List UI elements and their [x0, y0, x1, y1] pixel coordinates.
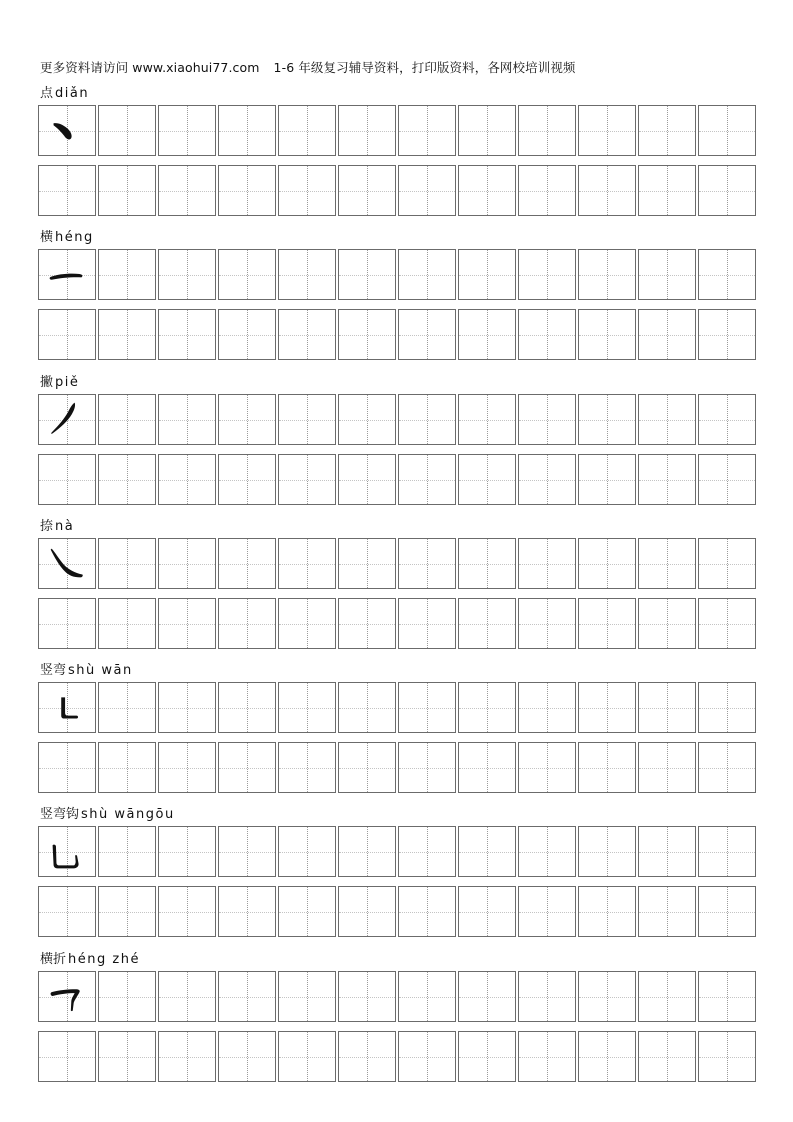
stroke-name-pinyin: shù wān	[68, 663, 133, 678]
writing-cell[interactable]	[278, 826, 336, 877]
stroke-name-hanzi: 横折	[40, 952, 67, 967]
writing-cell[interactable]	[578, 454, 636, 505]
writing-cell[interactable]	[338, 682, 396, 733]
writing-cell[interactable]	[638, 742, 696, 793]
writing-cell[interactable]	[698, 454, 756, 505]
writing-cell[interactable]	[638, 454, 696, 505]
stroke-name-hanzi: 竖弯钩	[40, 807, 80, 822]
writing-cell[interactable]	[218, 454, 276, 505]
writing-cell[interactable]	[458, 682, 516, 733]
writing-cell[interactable]	[638, 1031, 696, 1082]
stroke-name-pinyin: héng zhé	[68, 952, 140, 967]
writing-cell[interactable]	[458, 249, 516, 300]
writing-cell[interactable]	[38, 971, 96, 1022]
writing-cell[interactable]	[398, 394, 456, 445]
writing-cell[interactable]	[398, 249, 456, 300]
example-row	[38, 538, 756, 589]
writing-cell[interactable]	[518, 165, 576, 216]
writing-cell[interactable]	[458, 105, 516, 156]
writing-cell[interactable]	[518, 598, 576, 649]
writing-cell[interactable]	[338, 538, 396, 589]
writing-cell[interactable]	[398, 538, 456, 589]
writing-cell[interactable]	[698, 971, 756, 1022]
left-falling-stroke-icon	[39, 395, 95, 444]
writing-cell[interactable]	[38, 249, 96, 300]
writing-cell[interactable]	[698, 165, 756, 216]
writing-cell[interactable]	[518, 742, 576, 793]
writing-cell[interactable]	[158, 454, 216, 505]
writing-cell[interactable]	[158, 1031, 216, 1082]
writing-cell[interactable]	[398, 454, 456, 505]
writing-cell[interactable]	[398, 1031, 456, 1082]
horizontal-turn-stroke-icon	[39, 972, 95, 1021]
practice-row	[38, 454, 756, 505]
writing-cell[interactable]	[518, 249, 576, 300]
writing-cell[interactable]	[578, 1031, 636, 1082]
writing-cell[interactable]	[458, 971, 516, 1022]
writing-cell[interactable]	[638, 165, 696, 216]
stroke-name-pinyin: diǎn	[55, 86, 90, 101]
stroke-label	[40, 82, 89, 101]
writing-cell[interactable]	[98, 742, 156, 793]
writing-cell[interactable]	[218, 538, 276, 589]
writing-cell[interactable]	[218, 165, 276, 216]
writing-cell[interactable]	[278, 742, 336, 793]
writing-cell[interactable]	[518, 538, 576, 589]
writing-cell[interactable]	[338, 1031, 396, 1082]
writing-cell[interactable]	[638, 394, 696, 445]
writing-cell[interactable]	[458, 742, 516, 793]
writing-cell[interactable]	[578, 165, 636, 216]
writing-cell[interactable]	[458, 538, 516, 589]
writing-cell[interactable]	[278, 105, 336, 156]
writing-cell[interactable]	[638, 538, 696, 589]
writing-cell[interactable]	[98, 394, 156, 445]
writing-cell[interactable]	[698, 538, 756, 589]
stroke-label	[40, 226, 94, 245]
writing-cell[interactable]	[338, 165, 396, 216]
writing-cell[interactable]	[698, 742, 756, 793]
dot-stroke-icon	[39, 106, 95, 155]
writing-cell[interactable]	[38, 309, 96, 360]
writing-cell[interactable]	[698, 886, 756, 937]
page-header	[40, 58, 576, 76]
writing-cell[interactable]	[458, 1031, 516, 1082]
stroke-label	[40, 803, 175, 822]
writing-cell[interactable]	[98, 826, 156, 877]
stroke-name-hanzi: 横	[40, 230, 54, 245]
writing-cell[interactable]	[98, 105, 156, 156]
right-falling-stroke-icon	[39, 539, 95, 588]
writing-cell[interactable]	[38, 682, 96, 733]
example-row	[38, 249, 756, 300]
writing-cell[interactable]	[98, 454, 156, 505]
writing-cell[interactable]	[518, 394, 576, 445]
writing-cell[interactable]	[398, 742, 456, 793]
writing-cell[interactable]	[458, 598, 516, 649]
writing-cell[interactable]	[398, 826, 456, 877]
writing-cell[interactable]	[698, 1031, 756, 1082]
writing-cell[interactable]	[578, 742, 636, 793]
writing-cell[interactable]	[638, 598, 696, 649]
horizontal-stroke-icon	[39, 250, 95, 299]
writing-cell[interactable]	[158, 886, 216, 937]
writing-cell[interactable]	[158, 309, 216, 360]
writing-cell[interactable]	[218, 394, 276, 445]
writing-cell[interactable]	[38, 886, 96, 937]
writing-cell[interactable]	[698, 249, 756, 300]
writing-cell[interactable]	[578, 249, 636, 300]
vertical-bend-stroke-icon	[39, 683, 95, 732]
example-row	[38, 105, 756, 156]
writing-cell[interactable]	[458, 826, 516, 877]
writing-cell[interactable]	[578, 538, 636, 589]
writing-cell[interactable]	[578, 309, 636, 360]
writing-cell[interactable]	[218, 742, 276, 793]
example-row	[38, 394, 756, 445]
writing-cell[interactable]	[158, 742, 216, 793]
writing-cell[interactable]	[638, 971, 696, 1022]
stroke-name-pinyin: nà	[55, 519, 75, 534]
writing-cell[interactable]	[278, 165, 336, 216]
writing-cell[interactable]	[338, 249, 396, 300]
writing-cell[interactable]	[338, 105, 396, 156]
stroke-name-pinyin: piě	[55, 375, 80, 390]
writing-cell[interactable]	[158, 598, 216, 649]
writing-cell[interactable]	[698, 394, 756, 445]
stroke-label	[40, 515, 74, 534]
writing-cell[interactable]	[398, 598, 456, 649]
writing-cell[interactable]	[218, 309, 276, 360]
writing-cell[interactable]	[578, 682, 636, 733]
writing-cell[interactable]	[338, 394, 396, 445]
writing-cell[interactable]	[158, 538, 216, 589]
writing-cell[interactable]	[458, 886, 516, 937]
writing-cell[interactable]	[278, 682, 336, 733]
writing-cell[interactable]	[158, 249, 216, 300]
writing-cell[interactable]	[38, 394, 96, 445]
writing-cell[interactable]	[578, 886, 636, 937]
writing-cell[interactable]	[278, 886, 336, 937]
writing-cell[interactable]	[698, 105, 756, 156]
writing-cell[interactable]	[698, 682, 756, 733]
writing-cell[interactable]	[218, 598, 276, 649]
writing-cell[interactable]	[278, 249, 336, 300]
stroke-name-hanzi: 点	[40, 86, 54, 101]
writing-cell[interactable]	[278, 454, 336, 505]
writing-cell[interactable]	[398, 309, 456, 360]
writing-cell[interactable]	[338, 826, 396, 877]
writing-cell[interactable]	[698, 309, 756, 360]
header-description-text: 1-6 年级复习辅导资料，打印版资料，各网校培训视频	[273, 60, 576, 75]
writing-cell[interactable]	[278, 971, 336, 1022]
practice-row	[38, 1031, 756, 1082]
writing-cell[interactable]	[218, 886, 276, 937]
writing-cell[interactable]	[518, 105, 576, 156]
writing-cell[interactable]	[578, 394, 636, 445]
writing-cell[interactable]	[38, 742, 96, 793]
writing-cell[interactable]	[38, 598, 96, 649]
stroke-label	[40, 659, 133, 678]
writing-cell[interactable]	[578, 971, 636, 1022]
stroke-name-pinyin: shù wāngōu	[81, 807, 175, 822]
stroke-name-pinyin: héng	[55, 230, 94, 245]
writing-cell[interactable]	[698, 598, 756, 649]
writing-cell[interactable]	[638, 826, 696, 877]
writing-cell[interactable]	[98, 971, 156, 1022]
writing-cell[interactable]	[158, 105, 216, 156]
writing-cell[interactable]	[38, 826, 96, 877]
stroke-name-hanzi: 捺	[40, 519, 54, 534]
writing-cell[interactable]	[338, 742, 396, 793]
stroke-name-hanzi: 竖弯	[40, 663, 67, 678]
writing-cell[interactable]	[218, 1031, 276, 1082]
writing-cell[interactable]	[458, 454, 516, 505]
writing-cell[interactable]	[338, 886, 396, 937]
example-row	[38, 971, 756, 1022]
writing-cell[interactable]	[218, 105, 276, 156]
practice-row	[38, 165, 756, 216]
writing-cell[interactable]	[278, 1031, 336, 1082]
writing-cell[interactable]	[158, 165, 216, 216]
stroke-name-hanzi: 撇	[40, 375, 54, 390]
writing-cell[interactable]	[398, 971, 456, 1022]
practice-row	[38, 598, 756, 649]
writing-cell[interactable]	[578, 105, 636, 156]
writing-cell[interactable]	[278, 394, 336, 445]
writing-cell[interactable]	[38, 538, 96, 589]
writing-cell[interactable]	[98, 309, 156, 360]
example-row	[38, 682, 756, 733]
writing-cell[interactable]	[398, 105, 456, 156]
writing-cell[interactable]	[398, 886, 456, 937]
stroke-label	[40, 948, 140, 967]
writing-cell[interactable]	[398, 682, 456, 733]
header-website-text: 更多资料请访问 www.xiaohui77.com	[40, 60, 260, 75]
writing-cell[interactable]	[338, 971, 396, 1022]
writing-cell[interactable]	[578, 598, 636, 649]
writing-cell[interactable]	[218, 682, 276, 733]
writing-cell[interactable]	[158, 682, 216, 733]
writing-cell[interactable]	[218, 826, 276, 877]
writing-cell[interactable]	[398, 165, 456, 216]
writing-cell[interactable]	[278, 309, 336, 360]
writing-cell[interactable]	[218, 249, 276, 300]
writing-cell[interactable]	[158, 826, 216, 877]
writing-cell[interactable]	[98, 249, 156, 300]
writing-cell[interactable]	[98, 598, 156, 649]
writing-cell[interactable]	[458, 309, 516, 360]
writing-cell[interactable]	[38, 454, 96, 505]
writing-cell[interactable]	[278, 538, 336, 589]
writing-cell[interactable]	[518, 682, 576, 733]
practice-row	[38, 309, 756, 360]
writing-cell[interactable]	[98, 165, 156, 216]
writing-cell[interactable]	[338, 309, 396, 360]
writing-cell[interactable]	[98, 1031, 156, 1082]
practice-row	[38, 886, 756, 937]
writing-cell[interactable]	[698, 826, 756, 877]
writing-cell[interactable]	[578, 826, 636, 877]
vertical-bend-hook-stroke-icon	[39, 827, 95, 876]
writing-cell[interactable]	[38, 1031, 96, 1082]
writing-cell[interactable]	[218, 971, 276, 1022]
stroke-label	[40, 371, 79, 390]
writing-cell[interactable]	[638, 249, 696, 300]
writing-cell[interactable]	[38, 105, 96, 156]
writing-cell[interactable]	[98, 886, 156, 937]
writing-cell[interactable]	[638, 309, 696, 360]
writing-cell[interactable]	[278, 598, 336, 649]
writing-cell[interactable]	[158, 394, 216, 445]
writing-cell[interactable]	[338, 598, 396, 649]
writing-cell[interactable]	[458, 165, 516, 216]
writing-cell[interactable]	[38, 165, 96, 216]
writing-cell[interactable]	[518, 454, 576, 505]
writing-cell[interactable]	[158, 971, 216, 1022]
writing-cell[interactable]	[458, 394, 516, 445]
writing-cell[interactable]	[518, 886, 576, 937]
writing-cell[interactable]	[518, 309, 576, 360]
writing-cell[interactable]	[638, 682, 696, 733]
writing-cell[interactable]	[518, 1031, 576, 1082]
writing-cell[interactable]	[338, 454, 396, 505]
writing-cell[interactable]	[638, 886, 696, 937]
example-row	[38, 826, 756, 877]
writing-cell[interactable]	[518, 826, 576, 877]
writing-cell[interactable]	[638, 105, 696, 156]
writing-cell[interactable]	[98, 682, 156, 733]
writing-cell[interactable]	[518, 971, 576, 1022]
writing-cell[interactable]	[98, 538, 156, 589]
practice-row	[38, 742, 756, 793]
